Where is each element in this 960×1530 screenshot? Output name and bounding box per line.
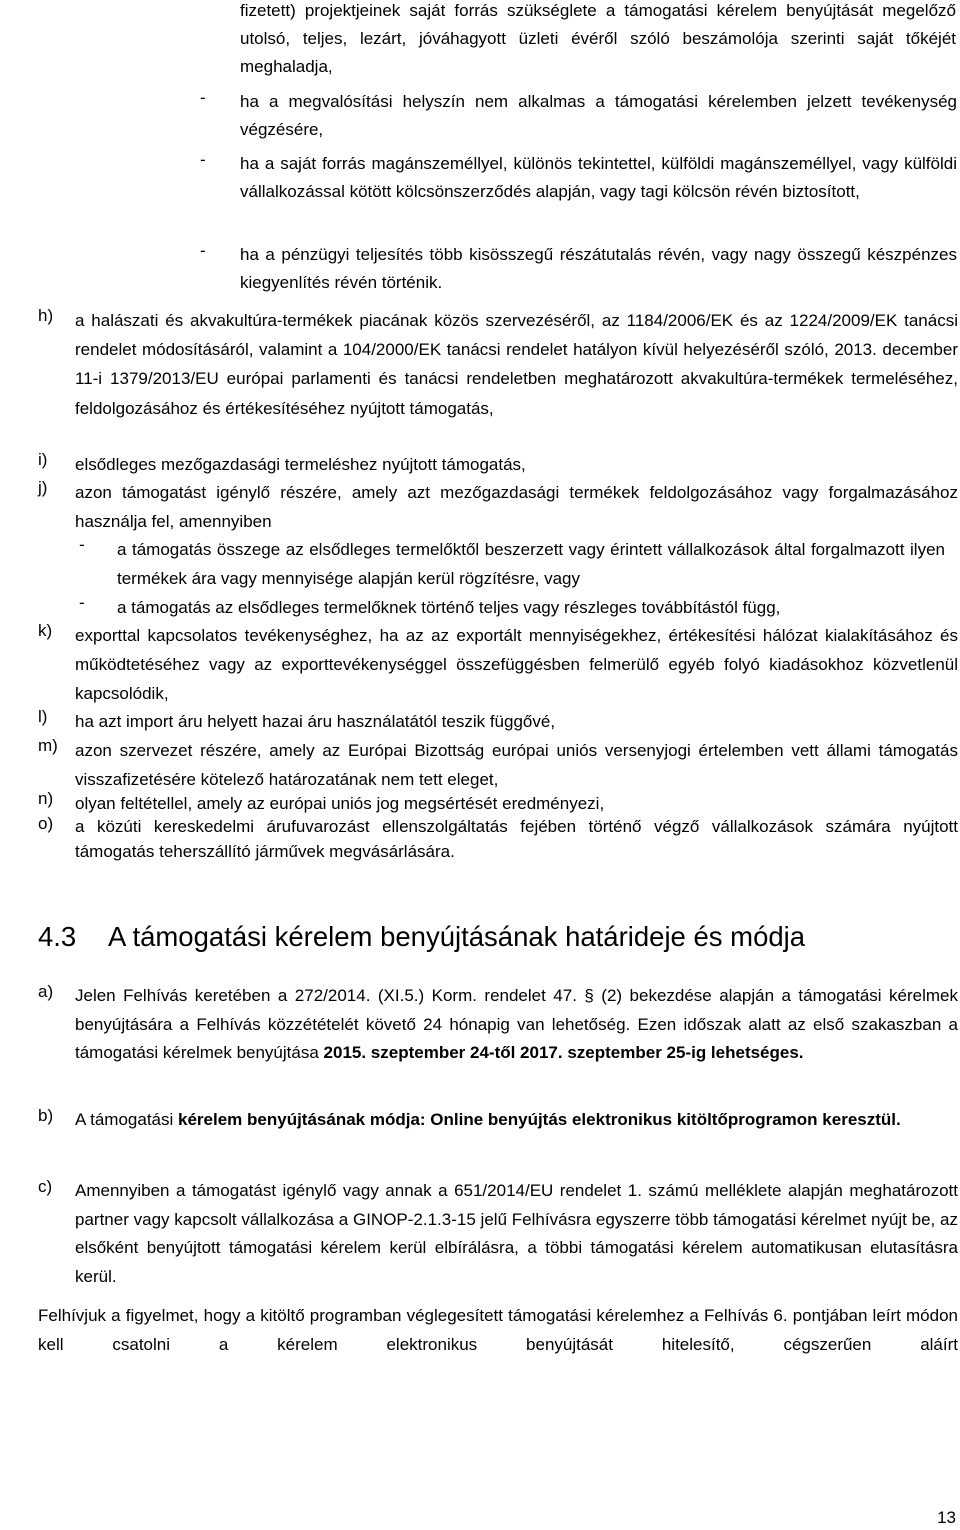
list-marker: - xyxy=(79,535,85,554)
list-marker: - xyxy=(79,593,85,612)
list-marker: c) xyxy=(38,1177,53,1196)
list-item-text: olyan feltétellel, amely az európai uniós jog megsértését eredményezi, xyxy=(75,794,605,813)
list-item-text: a támogatás összege az elsődleges termelőktől beszerzett vagy érintett vállalkozások által forgalmazott ilyen termékek ára vagy mennyisége alapján kerül rögzítésre, vagy xyxy=(117,540,945,589)
list-item-text: ha a pénzügyi teljesítés több kisösszegű részátutalás révén, vagy nagy összegű készpénzes kiegyenlítés révén történik. xyxy=(240,245,957,293)
list-marker: h) xyxy=(38,306,54,325)
page-number: 13 xyxy=(937,1508,956,1527)
list-item-text: a közúti kereskedelmi árufuvarozást ellenszolgáltatás fejében történő végző vállalkozások számára nyújtott támogatás teherszállító járművek megvásárlására. xyxy=(75,817,958,861)
list-item-text: exporttal kapcsolatos tevékenységhez, ha az az exportált mennyiségekhez, értékesítési hálózat kialakításához és működtetéséhez vagy az exporttevékenységgel összefüggésben felmerülő egyéb folyó kiadásokhoz közvetlenül kapcsolódik, xyxy=(75,626,958,704)
list-item-text: ha azt import áru helyett hazai áru használatától teszik függővé, xyxy=(75,712,556,731)
list-marker: m) xyxy=(38,736,58,755)
continuation-paragraph: fizetett) projektjeinek saját forrás szükséglete a támogatási kérelem benyújtását megelőző utolsó, teljes, lezárt, jóváhagyott üzleti évéről szóló beszámolója szerinti saját tőkéjét meghaladja, xyxy=(240,1,956,77)
list-item-text: a támogatás az elsődleges termelőknek történő teljes vagy részleges továbbítástól függ, xyxy=(117,598,781,617)
list-item-text: azon támogatást igénylő részére, amely azt mezőgazdasági termékek feldolgozásához vagy forgalmazásához használja fel, amennyiben xyxy=(75,483,958,532)
section-heading xyxy=(38,914,805,960)
list-item-text: Amennyiben a támogatást igénylő vagy annak a 651/2014/EU rendelet 1. számú melléklete alapján meghatározott partner vagy kapcsolt vállalkozása a GINOP-2.1.3-15 jelű Felhívásra egyszerre több támogatási kérelmet nyújt be, az elsőként benyújtott támogatási kérelem kerül elbírálásra, a többi támogatási kérelem automatikusan elutasításra kerül. xyxy=(75,1181,958,1286)
section-title: A támogatási kérelem benyújtásának határideje és módja xyxy=(108,921,806,952)
list-item-text: ha a megvalósítási helyszín nem alkalmas a támogatási kérelemben jelzett tevékenység végzésére, xyxy=(240,92,957,140)
closing-paragraph: Felhívjuk a figyelmet, hogy a kitöltő programban véglegesített támogatási kérelemhez a Felhívás 6. pontjában leírt módon kell csatolni a kérelem elektronikus benyújtását hitelesítő, cégszerűen aláírt xyxy=(38,1306,958,1354)
list-marker: o) xyxy=(38,814,54,833)
list-marker: k) xyxy=(38,621,53,640)
submission-method-text: kérelem benyújtásának módja: Online benyújtás elektronikus kitöltőprogramon keresztül. xyxy=(178,1110,901,1129)
list-marker: - xyxy=(200,150,206,169)
list-marker: l) xyxy=(38,707,48,726)
list-item-text: azon szervezet részére, amely az Európai Bizottság európai uniós versenyjogi értelemben vett állami támogatás visszafizetésére kötelező határozatának nem tett eleget, xyxy=(75,741,958,790)
list-marker: - xyxy=(200,88,206,107)
list-marker: n) xyxy=(38,789,54,808)
deadline-text: 2015. szeptember 24-től 2017. szeptember 25-ig lehetséges. xyxy=(323,1043,804,1062)
section-number: 4.3 xyxy=(38,921,77,952)
list-item-text: Jelen Felhívás keretében a 272/2014. (XI.5.) Korm. rendelet 47. § (2) bekezdése alapján a támogatási kérelmek benyújtására a Felhívás közzétételét követő 24 hónapig van lehetőség. Ezen időszak alatt az első szakaszban a támogatási kérelmek benyújtása 2015. szeptember 24-től 2017. szeptember 25-ig lehetséges. xyxy=(75,986,958,1062)
list-marker: a) xyxy=(38,982,54,1001)
list-marker: b) xyxy=(38,1106,54,1125)
list-marker: i) xyxy=(38,450,48,469)
list-item-text: elsődleges mezőgazdasági termeléshez nyújtott támogatás, xyxy=(75,455,526,474)
list-item-text: A támogatási kérelem benyújtásának módja: Online benyújtás elektronikus kitöltőprogramon keresztül. xyxy=(75,1110,901,1129)
list-item-text: ha a saját forrás magánszeméllyel, különös tekintettel, külföldi magánszeméllyel, vagy külföldi vállalkozással kötött kölcsönszerződés alapján, vagy tagi kölcsön révén biztosított, xyxy=(240,154,957,202)
list-item-text: a halászati és akvakultúra-termékek piacának közös szervezéséről, az 1184/2006/EK és az 1224/2009/EK tanácsi rendelet módosításáról, valamint a 104/2000/EK tanácsi rendelet hatályon kívül helyezéséről szóló, 2013. december 11-i 1379/2013/EU európai parlamenti és tanácsi rendeletben meghatározott akvakultúra-termékek termeléséhez, feldolgozásához és értékesítéséhez nyújtott támogatás, xyxy=(75,311,958,418)
list-marker: - xyxy=(200,241,206,260)
list-marker: j) xyxy=(38,478,48,497)
